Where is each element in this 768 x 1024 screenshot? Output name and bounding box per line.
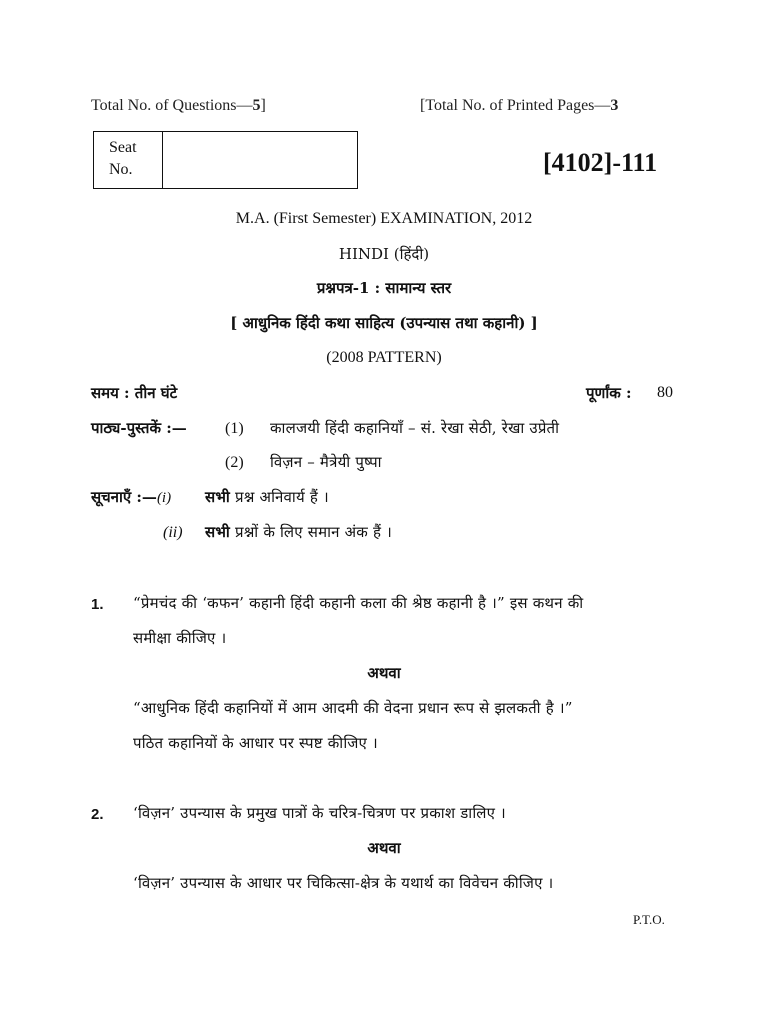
question-1-number: 1. bbox=[91, 596, 104, 613]
instruction-1-number: (i) bbox=[156, 490, 172, 506]
paper-title: प्रश्नपत्र-1 : सामान्य स्तर bbox=[316, 279, 452, 297]
question-2-or: अथवा bbox=[367, 839, 401, 857]
exam-title: M.A. (First Semester) EXAMINATION, 2012 bbox=[235, 210, 533, 227]
question-1-line-1: “प्रेमचंद की ‘कफन’ कहानी हिंदी कहानी कला की श्रेष्ठ कहानी है ।” इस कथन की bbox=[133, 594, 584, 612]
instruction-2-bold: सभी bbox=[205, 523, 230, 541]
please-turn-over: P.T.O. bbox=[633, 912, 665, 927]
instruction-2-text: प्रश्नों के लिए समान अंक हैं । bbox=[234, 523, 393, 541]
textbook-2-number: (2) bbox=[225, 454, 244, 471]
textbooks-label: पाठ्य-पुस्तकें :— bbox=[91, 419, 187, 437]
question-1-line-2: समीक्षा कीजिए । bbox=[133, 629, 227, 647]
marks-label: पूर्णांक : bbox=[586, 384, 632, 402]
instruction-1-bold: सभी bbox=[205, 488, 230, 506]
seat-label: Seat No. bbox=[94, 132, 163, 188]
instruction-2 bbox=[205, 522, 392, 542]
textbook-2-text: विज़न – मैत्रेयी पुष्पा bbox=[270, 453, 382, 471]
printed-pages-value: 3 bbox=[610, 97, 619, 114]
question-1-alt-line-1: “आधुनिक हिंदी कहानियों में आम आदमी की वेदना प्रधान रूप से झलकती है ।” bbox=[133, 699, 573, 717]
question-2-number: 2. bbox=[91, 806, 104, 823]
printed-pages-label: [Total No. of Printed Pages— bbox=[420, 97, 611, 114]
instruction-1-text: प्रश्न अनिवार्य हैं । bbox=[234, 488, 329, 506]
instruction-1 bbox=[205, 487, 329, 507]
textbook-1-number: (1) bbox=[225, 420, 244, 437]
question-2-line-1: ‘विज़न’ उपन्यास के प्रमुख पात्रों के चरित्र-चित्रण पर प्रकाश डालिए । bbox=[133, 804, 506, 822]
question-2-alt-line-1: ‘विज़न’ उपन्यास के आधार पर चिकित्सा-क्षेत्र के यथार्थ का विवेचन कीजिए । bbox=[133, 874, 554, 892]
seat-number-field bbox=[163, 132, 357, 188]
instructions-label bbox=[91, 487, 171, 507]
seat-number-box bbox=[93, 131, 358, 189]
total-questions-value: 5 bbox=[252, 97, 261, 114]
total-questions-label: Total No. of Questions— bbox=[91, 97, 253, 114]
time-label: समय : तीन घंटे bbox=[91, 384, 178, 402]
question-1-or: अथवा bbox=[367, 664, 401, 682]
subject-title: HINDI (हिंदी) bbox=[338, 245, 430, 263]
topic-title: [ आधुनिक हिंदी कथा साहित्य (उपन्यास तथा कहानी) ] bbox=[230, 314, 538, 332]
total-printed-pages bbox=[420, 97, 618, 115]
total-questions-close: ] bbox=[260, 97, 266, 114]
textbook-1-text: कालजयी हिंदी कहानियाँ – सं. रेखा सेठी, रेखा उप्रेती bbox=[270, 419, 560, 437]
question-1-alt-line-2: पठित कहानियों के आधार पर स्पष्ट कीजिए । bbox=[133, 734, 378, 752]
marks-value: 80 bbox=[657, 384, 673, 401]
pattern-title: (2008 PATTERN) bbox=[326, 349, 442, 366]
instruction-2-number: (ii) bbox=[163, 524, 183, 541]
total-questions bbox=[91, 97, 266, 115]
instructions-label-text: सूचनाएँ :— bbox=[91, 488, 157, 506]
paper-code: [4102]-111 bbox=[543, 148, 658, 177]
